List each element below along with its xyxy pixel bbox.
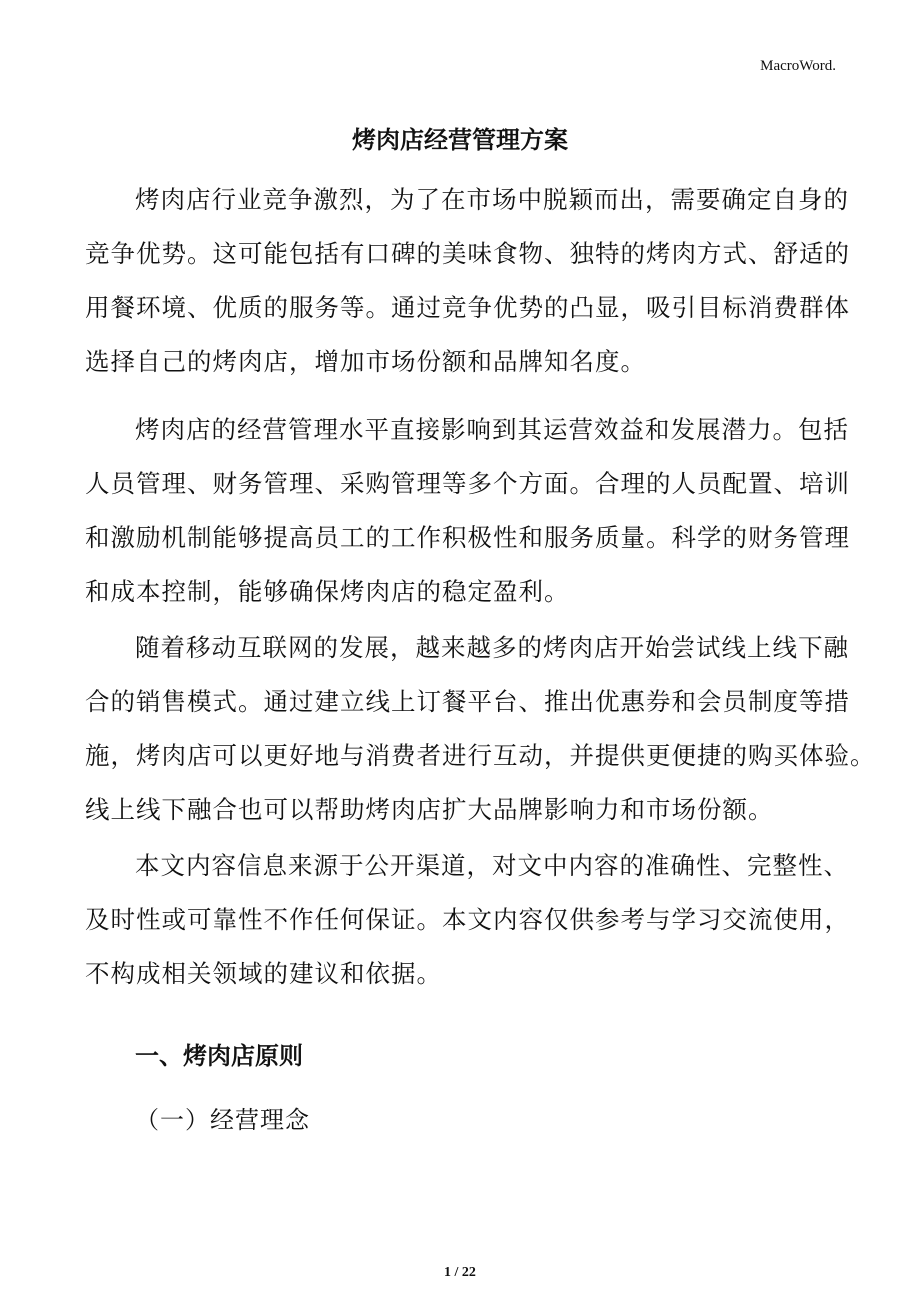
- paragraph-3: [85, 621, 876, 837]
- text-line: 选择自己的烤肉店，增加市场份额和品牌知名度。: [85, 347, 646, 376]
- text-line: 及时性或可靠性不作任何保证。本文内容仅供参考与学习交流使用，: [85, 905, 850, 934]
- section-heading: 一、烤肉店原则: [135, 1042, 303, 1070]
- text-line: 烤肉店的经营管理水平直接影响到其运营效益和发展潜力。包括: [135, 415, 849, 444]
- text-line: 和成本控制，能够确保烤肉店的稳定盈利。: [85, 577, 570, 606]
- paragraph-1: [85, 173, 850, 389]
- text-line: 人员管理、财务管理、采购管理等多个方面。合理的人员配置、培训: [85, 469, 850, 498]
- text-line: 线上线下融合也可以帮助烤肉店扩大品牌影响力和市场份额。: [85, 795, 774, 824]
- text-line: 和激励机制能够提高员工的工作积极性和服务质量。科学的财务管理: [85, 523, 850, 552]
- subsection-heading: （一）经营理念: [135, 1106, 310, 1134]
- text-line: 不构成相关领域的建议和依据。: [85, 959, 442, 988]
- text-line: 烤肉店行业竞争激烈，为了在市场中脱颖而出，需要确定自身的: [135, 185, 849, 214]
- page-number: 1 / 22: [444, 1265, 476, 1280]
- text-line: 施，烤肉店可以更好地与消费者进行互动，并提供更便捷的购买体验。: [85, 741, 876, 770]
- document-title: 烤肉店经营管理方案: [352, 126, 568, 154]
- text-line: 用餐环境、优质的服务等。通过竞争优势的凸显，吸引目标消费群体: [85, 293, 850, 322]
- text-line: 合的销售模式。通过建立线上订餐平台、推出优惠券和会员制度等措: [85, 687, 850, 716]
- header-brand: MacroWord.: [760, 58, 836, 74]
- text-line: 竞争优势。这可能包括有口碑的美味食物、独特的烤肉方式、舒适的: [85, 239, 850, 268]
- text-line: 本文内容信息来源于公开渠道，对文中内容的准确性、完整性、: [135, 851, 849, 880]
- text-line: 随着移动互联网的发展，越来越多的烤肉店开始尝试线上线下融: [135, 633, 849, 662]
- paragraph-2: [85, 403, 850, 619]
- paragraph-4-disclaimer: [85, 839, 850, 1001]
